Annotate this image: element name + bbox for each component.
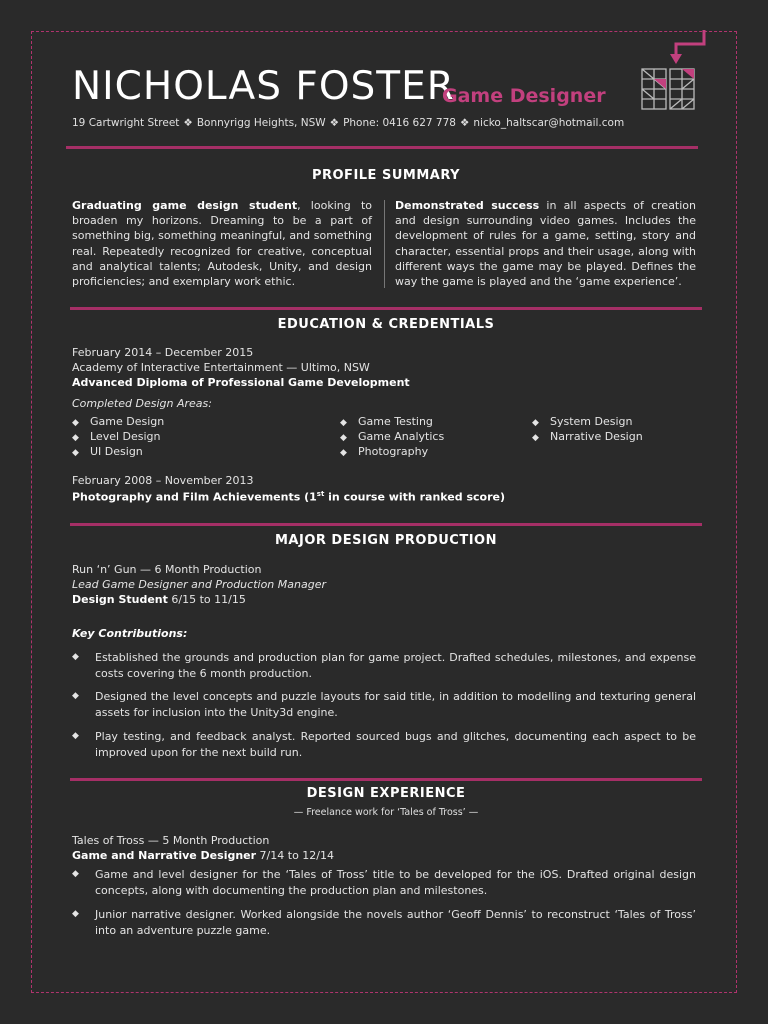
education-1-dates: February 2014 – December 2015 xyxy=(72,346,254,359)
bullet-icon: ◆ xyxy=(72,691,79,701)
production-divider xyxy=(70,778,702,781)
bullet-icon: ◆ xyxy=(72,652,79,662)
email[interactable]: nicko_haltscar@hotmail.com xyxy=(473,117,625,129)
profile-divider xyxy=(70,307,702,310)
production-heading: MAJOR DESIGN PRODUCTION xyxy=(275,533,497,548)
profile-right-text: in all aspects of creation and design surrounding video games. Includes the development of rules for a game, setting, story and character, essential props and their usage, along with different ways the game may be played. Defines the way the game is played and the ‘game experience’. xyxy=(395,199,696,289)
production-bullet: ◆ Play testing, and feedback analyst. Reported sourced bugs and glitches, documenting each aspect to be improved upon for the next build run. xyxy=(72,730,696,759)
bullet-icon: ◆ xyxy=(340,433,347,443)
production-role: Design Student 6/15 to 11/15 xyxy=(72,593,246,606)
experience-heading: DESIGN EXPERIENCE xyxy=(306,786,466,801)
experience-subtitle: — Freelance work for ‘Tales of Tross’ — xyxy=(293,807,479,818)
profile-left-text: , looking to broaden my horizons. Dreaming to be a part of something big, something meaningful, and something real. Repeatedly recognized for creative, conceptual and analytical talents; Autodesk, Unity, and design proficiencies; and exemplary work ethic. xyxy=(72,199,372,289)
separator-icon: ❖ xyxy=(329,117,340,129)
profile-summary-heading: PROFILE SUMMARY xyxy=(311,168,461,183)
design-areas-label: Completed Design Areas: xyxy=(72,397,212,410)
design-area-item: ◆ Photography xyxy=(340,445,429,458)
monogram-logo-icon xyxy=(641,68,695,110)
profile-column-divider xyxy=(384,200,385,288)
contact-line xyxy=(72,117,624,129)
corner-arrow-icon xyxy=(668,30,708,70)
production-position: Lead Game Designer and Production Manager xyxy=(72,578,326,591)
header-divider xyxy=(66,146,698,149)
design-area-item: ◆ Narrative Design xyxy=(532,430,643,443)
candidate-name: NICHOLAS FOSTER xyxy=(72,64,455,109)
education-heading: EDUCATION & CREDENTIALS xyxy=(277,317,495,332)
bullet-icon: ◆ xyxy=(72,448,79,458)
phone: Phone: 0416 627 778 xyxy=(343,117,456,129)
bullet-icon: ◆ xyxy=(72,731,79,741)
production-project: Run ‘n’ Gun — 6 Month Production xyxy=(72,563,262,576)
bullet-icon: ◆ xyxy=(72,418,79,428)
candidate-role: Game Designer xyxy=(442,85,606,107)
education-1-school: Academy of Interactive Entertainment — Ultimo, NSW xyxy=(72,361,370,374)
bullet-icon: ◆ xyxy=(532,418,539,428)
design-area-item: ◆ UI Design xyxy=(72,445,143,458)
design-area-item: ◆ System Design xyxy=(532,415,633,428)
experience-role: Game and Narrative Designer 7/14 to 12/14 xyxy=(72,849,334,862)
bullet-icon: ◆ xyxy=(72,909,79,919)
education-divider xyxy=(70,523,702,526)
design-area-item: ◆ Game Analytics xyxy=(340,430,445,443)
address-street: 19 Cartwright Street xyxy=(72,117,180,129)
experience-bullet: ◆ Game and level designer for the ‘Tales of Tross’ title to be developed for the iOS. Drafted original design concepts, along with documenting the production plan and milestones. xyxy=(72,868,696,897)
experience-project: Tales of Tross — 5 Month Production xyxy=(72,834,270,847)
bullet-icon: ◆ xyxy=(340,448,347,458)
education-2-achievement: Photography and Film Achievements (1st in course with ranked score) xyxy=(72,490,505,504)
production-bullet: ◆ Designed the level concepts and puzzle layouts for said title, in addition to modelling and texturing general assets for inclusion into the Unity3d engine. xyxy=(72,690,696,719)
bullet-icon: ◆ xyxy=(532,433,539,443)
education-1-degree: Advanced Diploma of Professional Game Development xyxy=(72,376,410,389)
design-area-item: ◆ Game Design xyxy=(72,415,165,428)
address-suburb: Bonnyrigg Heights, NSW xyxy=(196,117,326,129)
profile-left-highlight: Graduating game design student xyxy=(72,199,298,212)
key-contributions-label: Key Contributions: xyxy=(72,627,188,640)
design-area-item: ◆ Game Testing xyxy=(340,415,433,428)
separator-icon: ❖ xyxy=(459,117,470,129)
profile-right-paragraph xyxy=(395,198,696,289)
education-2-dates: February 2008 – November 2013 xyxy=(72,474,254,487)
design-area-item: ◆ Level Design xyxy=(72,430,161,443)
profile-right-highlight: Demonstrated success xyxy=(395,199,540,212)
bullet-icon: ◆ xyxy=(72,433,79,443)
bullet-icon: ◆ xyxy=(340,418,347,428)
profile-left-paragraph xyxy=(72,198,372,289)
bullet-icon: ◆ xyxy=(72,869,79,879)
separator-icon: ❖ xyxy=(183,117,193,129)
production-bullet: ◆ Established the grounds and production plan for game project. Drafted schedules, milestones, and expense costs covering the 6 month production. xyxy=(72,651,696,680)
experience-bullet: ◆ Junior narrative designer. Worked alongside the novels author ‘Geoff Dennis’ to reconstruct ‘Tales of Tross’ into an adventure puzzle game. xyxy=(72,908,696,937)
